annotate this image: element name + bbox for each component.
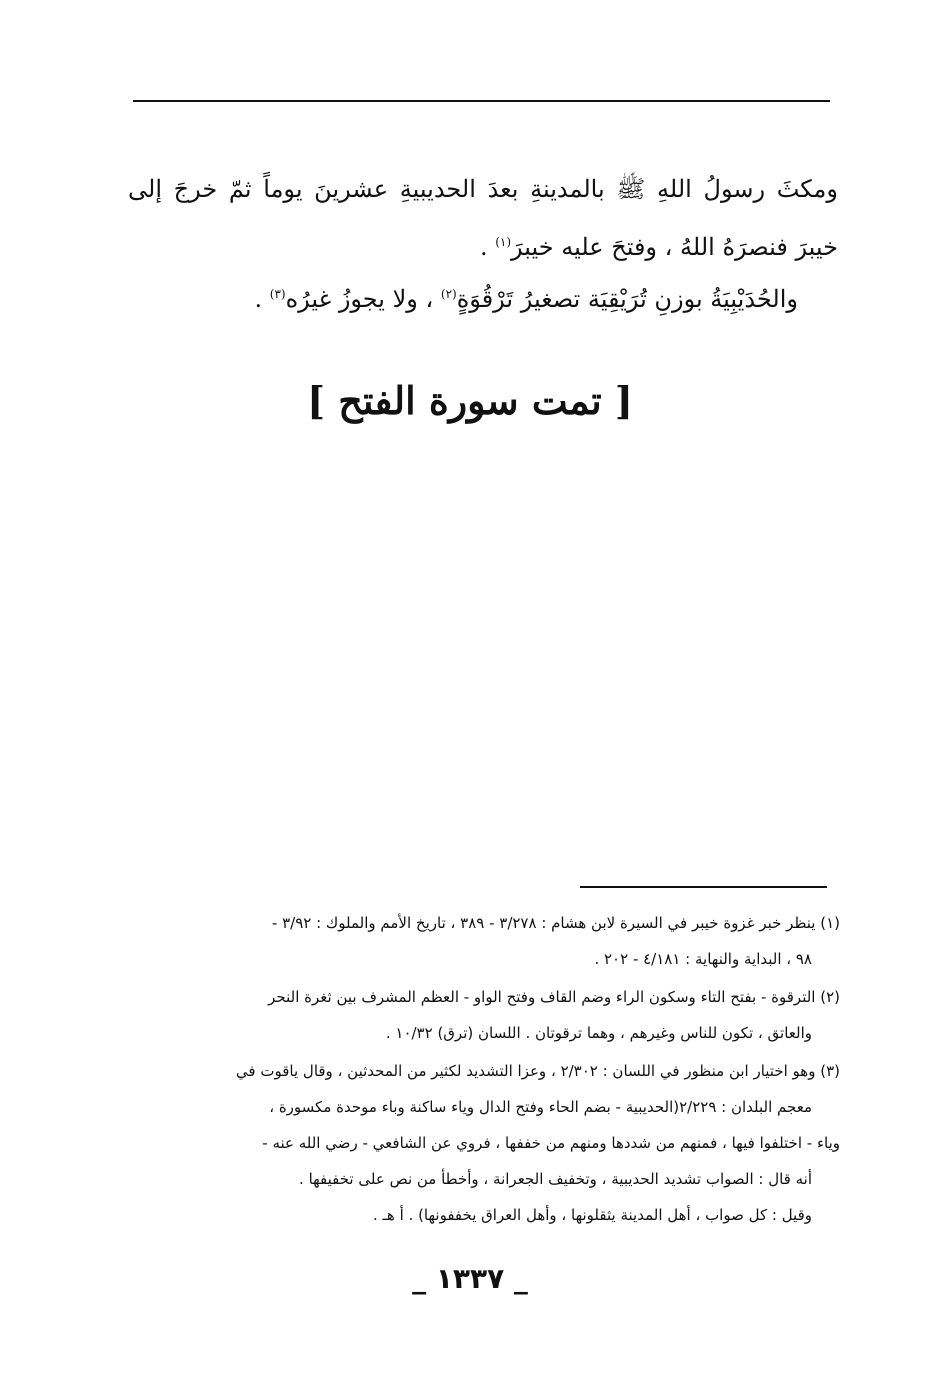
text-line-2-end: . [479, 233, 496, 261]
surah-end-heading: [ تمت سورة الفتح ] [307, 378, 633, 423]
footnote-2-line-2: والعاتق ، تكون للناس وغيرهم ، وهما ترقوتان . اللسان (ترق) ١٠/٣٢ . [385, 1024, 812, 1042]
footnote-1 [126, 905, 840, 977]
footnotes [126, 905, 840, 1235]
footnote-ref-3[interactable]: (٣) [269, 287, 286, 301]
paragraph-1 [128, 160, 838, 276]
page-number: _ ١٣٣٧ _ [412, 1262, 528, 1295]
text-line-1: ومكثَ رسولُ اللهِ ﷺ بالمدينةِ بعدَ الحديبيةِ عشرينَ يوماً ثمّ خرجَ إلى خيبرَ [128, 175, 838, 261]
footnote-separator [580, 886, 827, 888]
footnote-3-line-2: معجم البلدان : ٢/٢٢٩(الحديبية - بضم الحاء وفتح الدال وياء ساكنة وباء موحدة مكسورة ، [269, 1098, 812, 1116]
footnote-3-line-1: (٣) وهو اختيار ابن منظور في اللسان : ٢/٣٠٢ ، وعزا التشديد لكثير من المحدثين ، وقال ياقوت في [235, 1062, 840, 1080]
footnote-2-line-1: (٢) الترقوة - بفتح التاء وسكون الراء وضم القاف وفتح الواو - العظم المشرف بين ثغرة النحر [268, 988, 840, 1006]
text-line-2: فنصرَهُ اللهُ ، وفتحَ عليه خيبرَ [511, 233, 788, 261]
text-line-3a: والحُدَيْبِيَةُ بوزنِ تُرَيْقِيَة تصغيرُ تَرْقُوَةٍ [456, 285, 798, 313]
footnote-3-line-5: وقيل : كل صواب ، أهل المدينة يثقلونها ، وأهل العراق يخففونها) . أ هـ . [373, 1206, 812, 1224]
main-text [128, 160, 838, 328]
header-rule [133, 100, 830, 102]
footnote-3 [126, 1053, 840, 1233]
footnote-ref-1[interactable]: (١) [495, 235, 512, 249]
text-line-3-end: . [254, 285, 270, 313]
footnote-3-line-4: أنه قال : الصواب تشديد الحديبية ، وتخفيف الجعرانة ، وأخطأ من نص على تخفيفها . [299, 1170, 812, 1188]
footnote-ref-2[interactable]: (٢) [440, 287, 457, 301]
paragraph-2 [128, 270, 838, 328]
footnote-2 [126, 979, 840, 1051]
text-line-3b: ، ولا يجوزُ غيرُه [285, 285, 441, 313]
footnote-3-line-3: وياء - اختلفوا فيها ، فمنهم من شددها ومنهم من خففها ، فروي عن الشافعي - رضي الله عنه - [262, 1134, 840, 1152]
footnote-1-line-2: ٩٨ ، البداية والنهاية : ٤/١٨١ - ٢٠٢ . [594, 950, 812, 968]
footnote-1-line-1: (١) ينظر خبر غزوة خيبر في السيرة لابن هشام : ٣/٢٧٨ - ٣٨٩ ، تاريخ الأمم والملوك : ٣/٩٢ - [271, 914, 840, 932]
